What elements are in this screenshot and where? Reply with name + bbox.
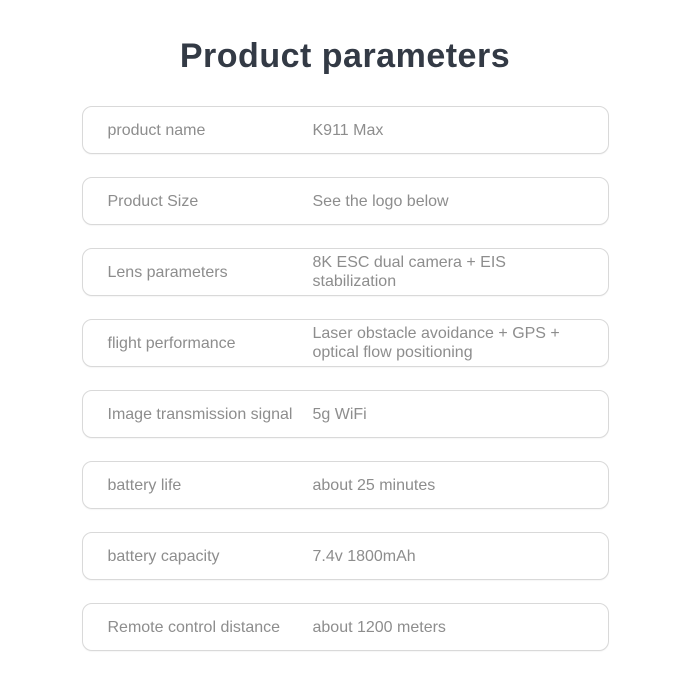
parameter-label: Product Size	[107, 192, 199, 210]
table-row	[82, 177, 609, 225]
table-row	[82, 390, 609, 438]
table-row	[82, 248, 609, 296]
page-title: Product parameters	[179, 37, 511, 75]
parameter-label: flight performance	[107, 334, 236, 352]
parameter-value: K911 Max	[312, 121, 384, 139]
parameter-value: about 25 minutes	[312, 476, 436, 494]
table-row	[82, 532, 609, 580]
parameter-label: product name	[107, 121, 206, 139]
parameter-value: 7.4v 1800mAh	[312, 547, 416, 565]
table-row	[82, 461, 609, 509]
parameter-label: Remote control distance	[107, 618, 281, 636]
parameter-value: 8K ESC dual camera + EIS stabilization	[312, 254, 506, 290]
table-row	[82, 319, 609, 367]
parameter-value: Laser obstacle avoidance + GPS + optical flow positioning	[312, 325, 560, 361]
parameter-value: See the logo below	[312, 192, 449, 210]
parameter-label: Lens parameters	[107, 263, 228, 281]
parameter-label: battery life	[107, 476, 182, 494]
table-row	[82, 106, 609, 154]
table-row	[82, 603, 609, 651]
parameter-label: battery capacity	[107, 547, 220, 565]
parameter-label: Image transmission signal	[107, 405, 293, 423]
parameter-value: 5g WiFi	[312, 405, 367, 423]
product-parameters-page	[0, 36, 690, 690]
parameters-list	[0, 106, 690, 651]
parameter-value: about 1200 meters	[312, 618, 446, 636]
